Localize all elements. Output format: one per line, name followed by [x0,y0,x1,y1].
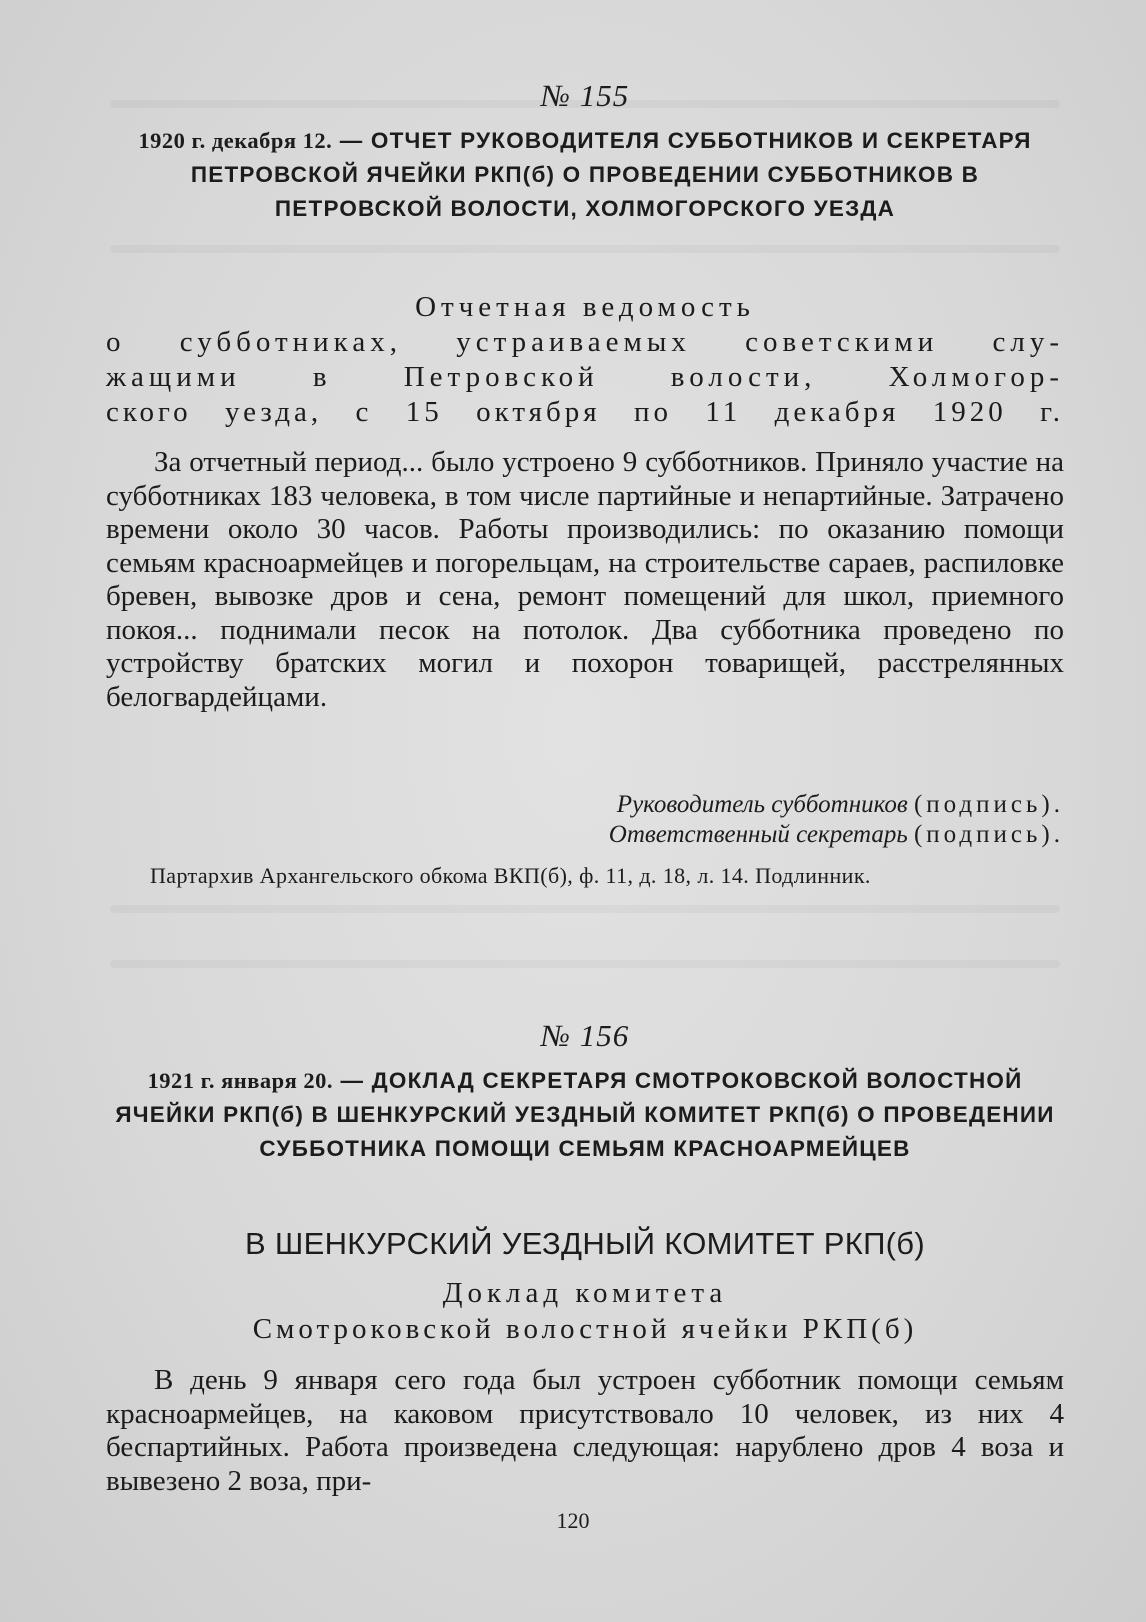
signature-line [106,790,1064,820]
signature-note: (подпись). [913,791,1064,818]
signature-role: Руководитель субботников [616,791,908,818]
document-heading [106,124,1064,226]
document-heading [106,1064,1064,1166]
heading-date: 1921 г. января 20. [147,1068,334,1093]
page-number: 120 [556,1508,590,1533]
signature-role: Ответственный секретарь [608,821,908,848]
bleed-through-line [110,245,1060,253]
body-paragraph: За отчетный период... было устроено 9 субботников. Приняло участие на субботниках 183 человека, в том числе партийные и непартийные. Затрачено времени около 30 часов. Работы производились: по оказанию помощи семьям красноармейцев и погорельцам, на строительстве сараев, распиловке бревен, вывозке дров и сена, ремонт помещений для школ, приемного покоя... поднимали песок на потолок. Два субботника проведено по устройству братских могил и похорон товарищей, расстрелянных белогвардейцами. [106,446,1064,713]
document-body [106,446,1064,714]
body-paragraph: В день 9 января сего года был устроен субботник помощи семьям красноармейцев, на каковом присутствовало 10 человек, из них 4 беспартийных. Работа произведена следующая: нарублено дров 4 воза и вывезено 2 воза, при- [106,1364,1064,1497]
signature-line [106,820,1064,850]
doc-title-line: Смотроковской волостной ячейки РКП(б) [252,1313,918,1345]
signature-note: (подпись). [913,821,1064,848]
heading-date: 1920 г. декабря 12. [138,128,333,153]
doc-title-line: ского уезда, с 15 октября по 11 декабря 1920 г. [106,396,1064,428]
doc-title-line: Отчетная ведомость [415,291,755,323]
doc-title-line: жащими в Петровской волости, Холмогор- [106,361,1064,393]
doc-title-line: о субботниках, устраиваемых советскими слу- [106,326,1064,358]
bleed-through-line [110,905,1060,913]
addressee: В ШЕНКУРСКИЙ УЕЗДНЫЙ КОМИТЕТ РКП(б) [245,1226,925,1261]
doc-title-line: Доклад комитета [442,1277,728,1309]
archive-source: Партархив Архангельского обкома ВКП(б), ф. 11, д. 18, л. 14. Подлинник. [150,863,871,888]
heading-title: — ОТЧЕТ РУКОВОДИТЕЛЯ СУББОТНИКОВ И СЕКРЕТАРЯ ПЕТРОВСКОЙ ЯЧЕЙКИ РКП(б) О ПРОВЕДЕНИИ СУББОТНИКОВ В ПЕТРОВСКОЙ ВОЛОСТИ, ХОЛМОГОРСКОГО УЕЗДА [190,128,1032,221]
document-number: № 155 [540,78,630,113]
heading-title: — ДОКЛАД СЕКРЕТАРЯ СМОТРОКОВСКОЙ ВОЛОСТНОЙ ЯЧЕЙКИ РКП(б) В ШЕНКУРСКИЙ УЕЗДНЫЙ КОМИТЕТ РКП(б) О ПРОВЕДЕНИИ СУББОТНИКА ПОМОЩИ СЕМЬЯМ КРАСНОАРМЕЙЦЕВ [115,1068,1055,1161]
bleed-through-line [110,960,1060,968]
document-body [106,1364,1064,1498]
document-number: № 156 [540,1018,630,1053]
